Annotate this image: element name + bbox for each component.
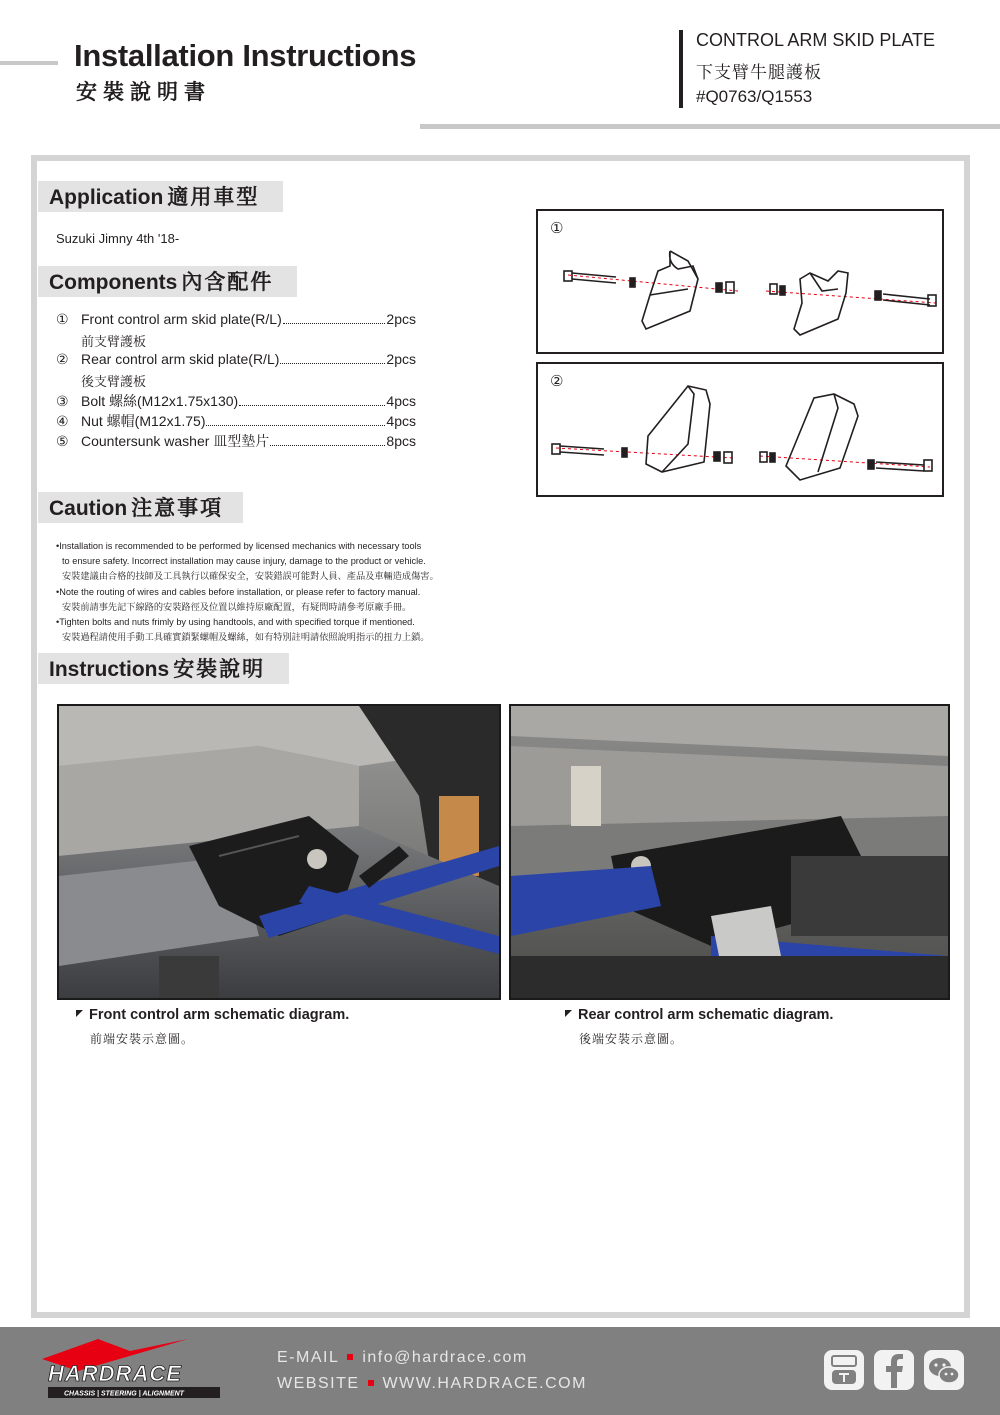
- component-row: [56, 311, 416, 331]
- product-name: CONTROL ARM SKID PLATE: [696, 30, 936, 50]
- components-heading-en: Components: [49, 271, 178, 294]
- leader-dots: [280, 363, 385, 364]
- caution-line: •Tighten bolts and nuts frimly by using handtools, and with specified torque if mentioned.: [56, 617, 415, 628]
- website-label: WEBSITE: [277, 1375, 360, 1392]
- photo-rear-caption-zh: 後端安裝示意圖。: [579, 1032, 684, 1046]
- wechat-icon[interactable]: [924, 1350, 964, 1390]
- component-name: Nut 螺帽(M12x1.75): [81, 413, 206, 429]
- email-link[interactable]: info@hardrace.com: [362, 1349, 528, 1366]
- component-row: [56, 431, 416, 451]
- photo-front-caption-text: Front control arm schematic diagram.: [89, 1007, 350, 1023]
- caution-heading: [38, 492, 243, 523]
- diagram-label: ①: [550, 220, 564, 237]
- diagram-label: ②: [550, 373, 564, 390]
- svg-text:CHASSIS | STEERING | ALIGNMENT: CHASSIS | STEERING | ALIGNMENT: [64, 1390, 184, 1398]
- website-link[interactable]: WWW.HARDRACE.COM: [382, 1375, 587, 1392]
- component-number: ③: [56, 393, 69, 409]
- caption-marker-icon: [565, 1010, 572, 1017]
- footer: [0, 1327, 1000, 1415]
- photo-front-caption-zh: 前端安裝示意圖。: [90, 1032, 195, 1046]
- part-numbers: #Q0763/Q1553: [696, 87, 813, 106]
- photo-front-install: [57, 704, 501, 1000]
- component-number: ①: [56, 311, 69, 327]
- caution-line: •Note the routing of wires and cables before installation, or please refer to factory manual.: [56, 586, 421, 597]
- header-rule-left: [0, 61, 58, 65]
- bullet-dot: [347, 1354, 353, 1360]
- front-install-photo-image: [59, 706, 499, 998]
- caution-line: 安裝過程請使用手動工具確實鎖緊螺帽及螺絲，如有特別註明請依照說明指示的扭力上鎖。: [62, 632, 430, 643]
- page-title: Installation Instructions: [74, 38, 417, 73]
- facebook-icon[interactable]: [874, 1350, 914, 1390]
- youtube-icon[interactable]: [824, 1350, 864, 1390]
- component-qty: 8pcs: [386, 433, 416, 449]
- exploded-view-rear: [538, 364, 942, 495]
- application-heading-en: Application: [49, 186, 164, 209]
- component-row: [56, 391, 416, 411]
- instructions-heading-en: Instructions: [49, 658, 170, 681]
- application-heading: [38, 181, 283, 212]
- application-heading-zh: 適用車型: [167, 184, 260, 209]
- email-label: E-MAIL: [277, 1349, 340, 1366]
- caution-heading-en: Caution: [49, 497, 128, 520]
- component-number: ⑤: [56, 433, 69, 449]
- component-name: Countersunk washer 皿型墊片: [81, 433, 270, 449]
- components-list: [56, 311, 416, 451]
- leader-dots: [239, 405, 385, 406]
- diagram-front-plate-exploded: [536, 209, 944, 354]
- components-heading: [38, 266, 297, 297]
- instructions-heading: [38, 653, 289, 684]
- caution-line: •Installation is recommended to be performed by licensed mechanics with necessary tools: [56, 541, 422, 551]
- component-name: Bolt 螺絲(M12x1.75x130): [81, 393, 239, 409]
- header-rule-right: [420, 124, 1000, 129]
- component-name: Rear control arm skid plate(R/L): [81, 351, 280, 367]
- vehicle-fitment: Suzuki Jimny 4th '18-: [56, 231, 180, 246]
- component-qty: 4pcs: [386, 393, 416, 409]
- component-name-zh: 後支臂護板: [81, 374, 147, 389]
- leader-dots: [206, 425, 385, 426]
- component-qty: 4pcs: [386, 413, 416, 429]
- header-divider: [679, 30, 683, 108]
- photo-rear-install: [509, 704, 950, 1000]
- photo-rear-caption: [565, 1007, 833, 1023]
- product-name-zh: 下支臂牛腿護板: [696, 63, 822, 82]
- rear-install-photo-image: [511, 706, 948, 998]
- email-line: [277, 1349, 528, 1367]
- caption-marker-icon: [76, 1010, 83, 1017]
- component-name-zh: 前支臂護板: [81, 334, 147, 349]
- component-qty: 2pcs: [386, 351, 416, 367]
- caution-heading-zh: 注意事項: [131, 495, 224, 520]
- page-title-zh: 安裝說明書: [76, 79, 211, 104]
- component-name: Front control arm skid plate(R/L): [81, 311, 282, 327]
- component-qty: 2pcs: [386, 311, 416, 327]
- exploded-view-front: [538, 211, 942, 352]
- diagram-rear-plate-exploded: [536, 362, 944, 497]
- svg-text:HARDRACE: HARDRACE: [48, 1361, 182, 1386]
- leader-dots: [283, 323, 386, 324]
- component-number: ④: [56, 413, 69, 429]
- photo-front-caption: [76, 1007, 349, 1023]
- caution-line: 安裝建議由合格的技師及工具執行以確保安全，安裝錯誤可能對人員、產品及車輛造成傷害。: [62, 571, 439, 582]
- photo-rear-caption-text: Rear control arm schematic diagram.: [578, 1007, 834, 1023]
- hardrace-logo: [38, 1337, 228, 1401]
- component-row: [56, 351, 416, 371]
- caution-line: to ensure safety. Incorrect installation may cause injury, damage to the product or vehicle.: [62, 556, 426, 567]
- bullet-dot: [368, 1380, 374, 1386]
- caution-line: 安裝前請事先記下線路的安裝路徑及位置以維持原廠配置，有疑問時請參考原廠手冊。: [62, 601, 412, 612]
- instructions-heading-zh: 安裝說明: [173, 656, 266, 681]
- caution-text: [56, 539, 566, 645]
- website-line: [277, 1375, 587, 1393]
- leader-dots: [270, 445, 385, 446]
- component-row: [56, 411, 416, 431]
- components-heading-zh: 內含配件: [181, 269, 274, 294]
- component-number: ②: [56, 351, 69, 367]
